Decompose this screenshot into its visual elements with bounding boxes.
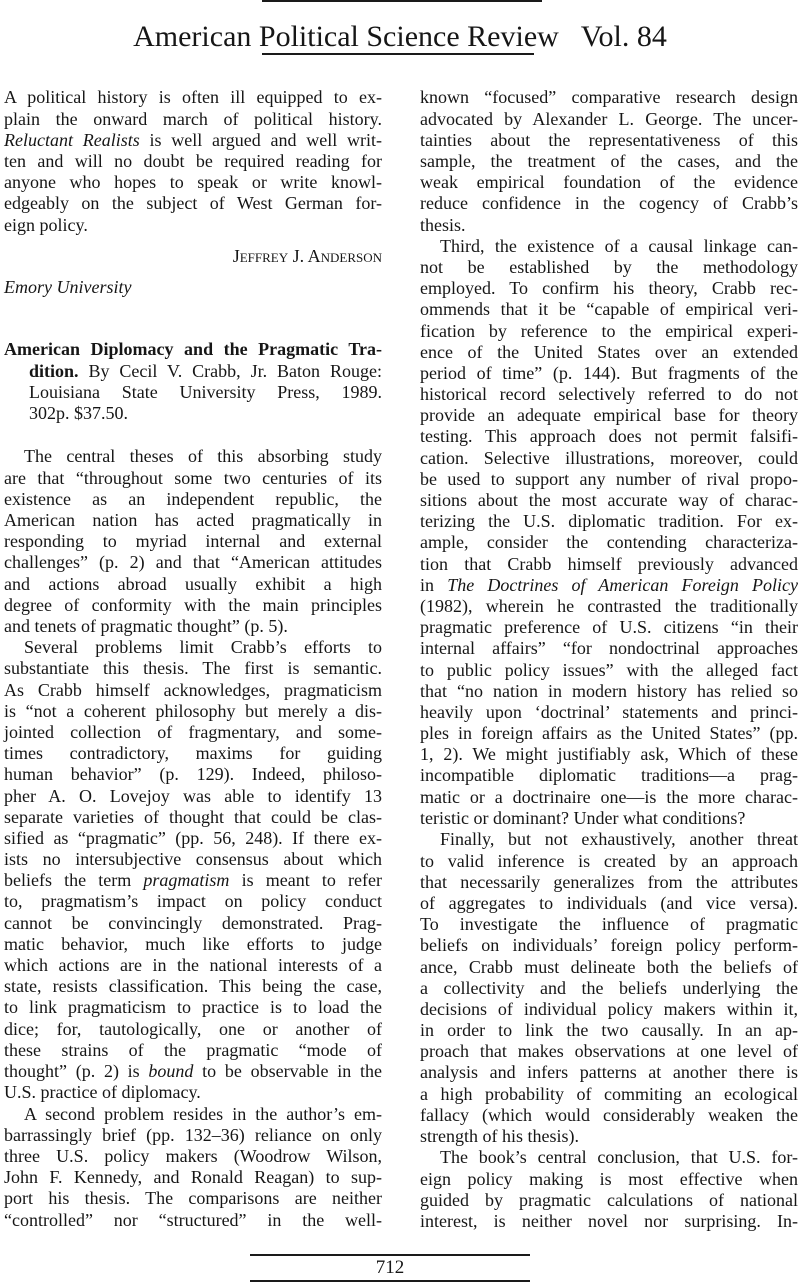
text-span: is meant to refer — [229, 870, 382, 891]
paragraph — [420, 829, 798, 1147]
text-line: three U.S. policy makers (Woodrow Wilson, — [4, 1145, 382, 1166]
text-line — [4, 339, 382, 360]
text-line: guided by pragmatic calculations of national — [420, 1189, 798, 1210]
text-line — [4, 870, 382, 891]
text-span: is well argued and well writ- — [139, 129, 382, 150]
text-line: barrassingly brief (pp. 132–36) reliance on only — [4, 1124, 382, 1145]
text-line: ten and will no doubt be required reading for — [4, 150, 382, 171]
text-line: The book’s central conclusion, that U.S. for- — [440, 1147, 798, 1168]
text-line: As Crabb himself acknowledges, pragmaticism — [4, 679, 382, 700]
text-line: testing. This approach does not permit falsifi- — [420, 426, 798, 447]
text-span: beliefs the term — [4, 870, 144, 891]
italic-text: Reluctant Realists — [4, 129, 140, 150]
text-line: edgeably on the subject of West German for- — [4, 193, 382, 214]
text-line: weak empirical foundation of the evidence — [420, 172, 798, 193]
text-line: tion that Crabb himself previously advanced — [420, 553, 798, 574]
reviewer-affiliation: Emory University — [4, 277, 132, 298]
text-line: 1, 2). We might justifiably ask, Which of these — [420, 744, 798, 765]
text-line: are that “throughout some two centuries of its — [4, 467, 382, 488]
text-line: known “focused” comparative research design — [420, 87, 798, 108]
text-line: and tenets of pragmatic thought” (p. 5). — [4, 615, 288, 636]
text-line: matic behavior, much like efforts to judge — [4, 933, 382, 954]
text-line: (1982), wherein he contrasted the traditionally — [420, 595, 798, 616]
text-line: jointed collection of fragmentary, and some- — [4, 721, 382, 742]
text-line: To investigate the influence of pragmatic — [420, 914, 798, 935]
text-span: in — [420, 574, 448, 595]
paragraph — [420, 1147, 798, 1232]
italic-text: bound — [148, 1060, 194, 1081]
paragraph — [4, 637, 382, 1103]
text-line: terizing the U.S. diplomatic tradition. For ex- — [420, 511, 798, 532]
text-line: to valid inference is created by an approach — [420, 850, 798, 871]
text-line: American nation has acted pragmatically in — [4, 509, 382, 530]
italic-text: pragmatism — [143, 870, 230, 891]
text-line: cannot be convincingly demonstrated. Prag- — [4, 912, 382, 933]
text-line: and actions abroad usually exhibit a high — [4, 573, 382, 594]
text-line: decisions of individual policy makers within it, — [420, 998, 798, 1019]
text-line: times contradictory, maxims for guiding — [4, 743, 382, 764]
text-line: period of time” (p. 144). But fragments of the — [420, 362, 798, 383]
text-line: be used to support any number of rival propo- — [420, 468, 798, 489]
text-line: analysis and infers patterns at another there is — [420, 1062, 798, 1083]
text-line: ance, Crabb must delineate both the beliefs of — [420, 956, 798, 977]
text-line: heavily upon ‘doctrinal’ statements and princi- — [420, 701, 798, 722]
text-line: fication by reference to the empirical experi- — [420, 320, 798, 341]
text-line: matic or a doctrinaire one—is the more charac- — [420, 786, 798, 807]
text-line: degree of conformity with the main principles — [4, 594, 382, 615]
text-line: is “not a coherent philosophy but merely a dis- — [4, 700, 382, 721]
text-line: human behavior” (p. 129). Indeed, philoso- — [4, 764, 382, 785]
text-line: cation. Selective illustrations, moreover, could — [420, 447, 798, 468]
text-line: fallacy (which would considerably weaken the — [420, 1104, 798, 1125]
text-line: beliefs on individuals’ foreign policy perform- — [420, 935, 798, 956]
text-line: eign policy making is most effective when — [420, 1168, 798, 1189]
text-line — [420, 575, 798, 596]
text-line: employed. To confirm his theory, Crabb rec- — [420, 278, 798, 299]
text-line: responding to myriad internal and external — [4, 531, 382, 552]
text-line: that “no nation in modern history has relied so — [420, 680, 798, 701]
paragraph — [4, 446, 382, 637]
text-line: strength of his thesis). — [420, 1126, 579, 1147]
page-number: 712 — [375, 1257, 405, 1278]
text-line: to link pragmaticism to practice is to load the — [4, 997, 382, 1018]
text-line: substantiate this thesis. The first is semantic. — [4, 658, 382, 679]
footer-rule-top — [250, 1254, 530, 1256]
text-line: sitions about the most accurate way of charac- — [420, 490, 798, 511]
text-line: that necessarily generalizes from the attributes — [420, 871, 798, 892]
text-line: Louisiana State University Press, 1989. — [29, 381, 382, 402]
italic-text: The Doctrines of American Foreign Policy — [447, 574, 798, 595]
text-line: A political history is often ill equipped to ex- — [4, 87, 382, 108]
text-line: “controlled” nor “structured” in the well- — [4, 1209, 382, 1230]
text-line: Finally, but not exhaustively, another threat — [440, 829, 798, 850]
text-line: eign policy. — [4, 214, 88, 235]
text-line: plain the onward march of political history. — [4, 108, 382, 129]
book-citation-heading — [4, 339, 382, 424]
text-line: in order to link the two causally. In an ap- — [420, 1020, 798, 1041]
paragraph — [4, 1104, 382, 1231]
text-line: a collectivity and the beliefs underlying the — [420, 977, 798, 998]
text-line: proach that makes observations at one level of — [420, 1041, 798, 1062]
paragraph — [420, 87, 798, 235]
text-span: By Cecil V. Crabb, Jr. Baton Rouge: — [78, 360, 382, 381]
text-line: John F. Kennedy, and Ronald Reagan) to sup- — [4, 1167, 382, 1188]
text-line: these strains of the pragmatic “mode of — [4, 1039, 382, 1060]
text-line — [4, 361, 382, 382]
bold-text: dition. — [29, 360, 79, 381]
text-line: advocated by Alexander L. George. The uncer- — [420, 108, 798, 129]
text-line: ples in foreign affairs as the United States” (pp. — [420, 723, 798, 744]
text-line: pragmatic preference of U.S. citizens “in their — [420, 617, 798, 638]
text-span: to be observable in the — [193, 1060, 382, 1081]
text-line: provide an adequate empirical base for theory — [420, 405, 798, 426]
text-line: to, pragmatism’s impact on policy conduct — [4, 891, 382, 912]
text-line: which actions are in the national interests of a — [4, 955, 382, 975]
reviewer-name: Jeffrey J. Anderson — [232, 246, 382, 267]
text-line: to public policy issues” with the alleged fact — [420, 659, 798, 680]
text-line: of aggregates to individuals (and vice versa). — [420, 892, 798, 913]
footer-rule-bottom — [250, 1280, 530, 1282]
text-line: ommends that it be “capable of empirical veri- — [420, 299, 798, 320]
text-line: thesis. — [420, 214, 466, 235]
text-line: sified as “pragmatic” (pp. 56, 248). If there ex- — [4, 827, 382, 848]
text-line: state, resists classification. This being the case, — [4, 976, 382, 997]
text-line: incompatible diplomatic traditions—a prag- — [420, 765, 798, 786]
text-line: A second problem resides in the author’s em- — [24, 1103, 382, 1124]
text-line: port his thesis. The comparisons are neither — [4, 1188, 382, 1209]
text-line: challenges” (p. 2) and that “American attitudes — [4, 552, 382, 573]
text-line: sample, the treatment of the cases, and the — [420, 150, 798, 171]
header-rule-top — [262, 0, 542, 2]
text-line — [4, 1061, 382, 1082]
paragraph — [4, 87, 382, 235]
text-line: tainties about the representativeness of this — [420, 129, 798, 150]
text-line: The central theses of this absorbing study — [24, 446, 382, 467]
text-line: Third, the existence of a causal linkage can- — [440, 235, 798, 256]
text-line: a high probability of commiting an ecological — [420, 1083, 798, 1104]
text-line: pher A. O. Lovejoy was able to identify 13 — [4, 785, 382, 806]
text-line: existence as an independent republic, the — [4, 488, 382, 509]
text-line: ample, consider the contending characteriza- — [420, 532, 798, 553]
text-line: dice; for, tautologically, one or another of — [4, 1018, 382, 1039]
text-line: ence of the United States over an extended — [420, 341, 798, 362]
text-line: Several problems limit Crabb’s efforts to — [24, 637, 382, 658]
text-line: interest, is neither novel nor surprising. In- — [420, 1210, 798, 1231]
paragraph — [420, 236, 798, 829]
running-header-title: American Political Science Review Vol. 84 — [133, 20, 667, 53]
bold-text: American Diplomacy and the Pragmatic Tra- — [4, 339, 382, 360]
text-line — [4, 130, 382, 151]
text-line: separate varieties of thought that could be clas- — [4, 806, 382, 827]
text-line: reduce confidence in the cogency of Crabb’s — [420, 193, 798, 214]
text-line: internal affairs” “for nondoctrinal approaches — [420, 638, 798, 659]
text-line: U.S. practice of diplomacy. — [4, 1082, 201, 1103]
text-line: 302p. $37.50. — [29, 402, 128, 423]
text-line: not be established by the methodology — [420, 256, 798, 277]
header-rule-bottom — [262, 53, 534, 55]
text-line: historical record selectively referred to do not — [420, 384, 798, 405]
text-line: ists no intersubjective consensus about which — [4, 849, 382, 870]
text-span: thought” (p. 2) is — [4, 1060, 149, 1081]
text-line: anyone who hopes to speak or write knowl- — [4, 172, 382, 193]
text-line: teristic or dominant? Under what conditions? — [420, 807, 746, 828]
